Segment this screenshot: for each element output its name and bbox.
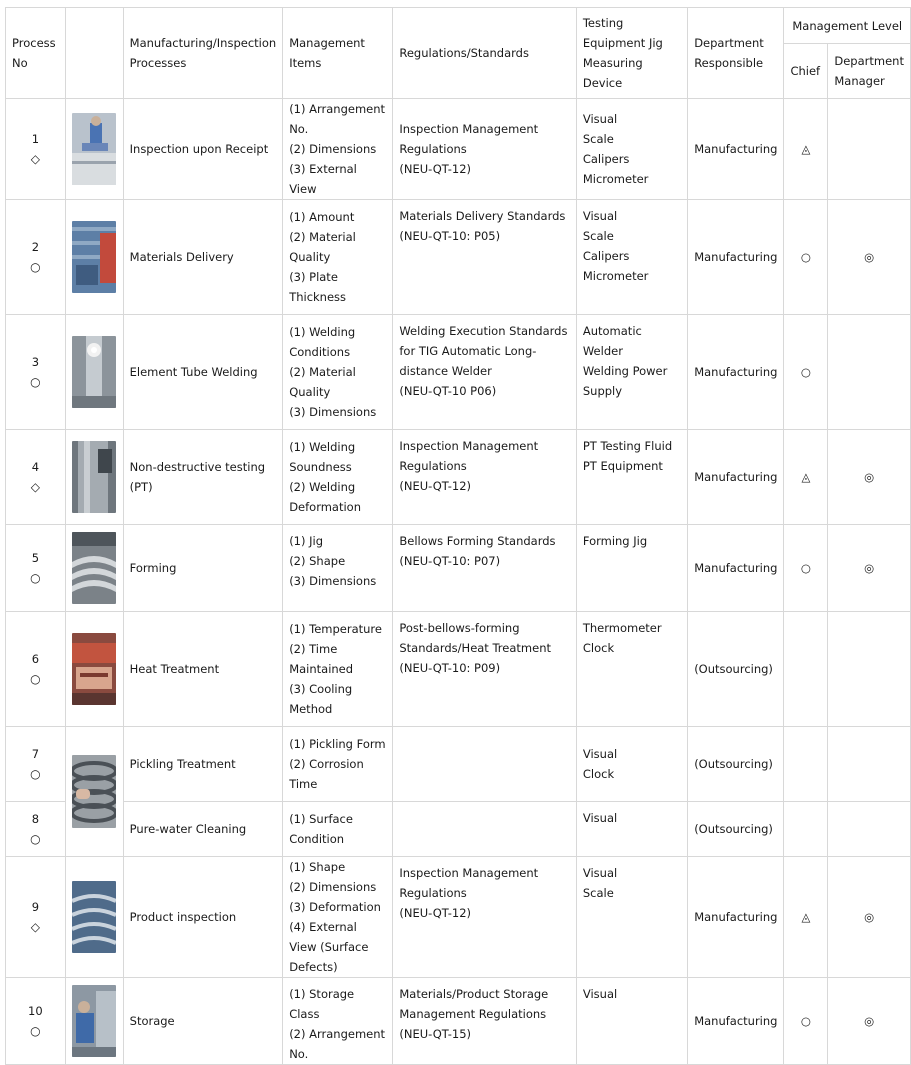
equipment: Thermometer Clock — [576, 612, 687, 727]
process-no-cell — [6, 430, 66, 525]
process-no-cell — [6, 727, 66, 802]
management-items: (1) Storage Class (2) Arrangement No. — [283, 978, 393, 1065]
heat-treatment-photo — [72, 633, 116, 705]
table-row — [6, 200, 911, 315]
management-items: (1) Temperature (2) Time Maintained (3) Cooling Method — [283, 612, 393, 727]
process-name: Element Tube Welding — [123, 315, 283, 430]
chief-level — [784, 727, 828, 802]
process-number: 9 — [31, 900, 40, 914]
manager-level — [828, 727, 911, 802]
table-row — [6, 525, 911, 612]
process-symbol: ○ — [30, 767, 41, 781]
management-items: (1) Shape (2) Dimensions (3) Deformation (4) External View (Surface Defects) — [283, 857, 393, 978]
management-items: (1) Welding Conditions (2) Material Quality (3) Dimensions — [283, 315, 393, 430]
header-chief: Chief — [784, 44, 828, 99]
equipment: Visual Scale Calipers Micrometer — [576, 99, 687, 200]
process-control-sheet — [5, 7, 911, 1065]
pickling-cleaning-photo — [72, 755, 116, 828]
process-number: 7 — [31, 747, 40, 761]
department: (Outsourcing) — [688, 612, 784, 727]
regulations — [393, 727, 577, 802]
equipment: Visual Scale Calipers Micrometer — [576, 200, 687, 315]
process-name: Non-destructive testing (PT) — [123, 430, 283, 525]
header-process-no: Process No — [6, 8, 66, 99]
materials-delivery-photo — [72, 221, 116, 293]
regulations: Inspection Management Regulations (NEU-QT-12) — [393, 99, 577, 200]
process-no-cell — [6, 200, 66, 315]
department: (Outsourcing) — [688, 802, 784, 857]
equipment: Visual — [576, 978, 687, 1065]
process-name: Heat Treatment — [123, 612, 283, 727]
process-name: Materials Delivery — [123, 200, 283, 315]
manager-level: ◎ — [828, 525, 911, 612]
pt-testing-photo — [72, 441, 116, 513]
regulations: Inspection Management Regulations (NEU-QT-12) — [393, 430, 577, 525]
process-no-cell — [6, 315, 66, 430]
equipment: Visual — [576, 802, 687, 857]
header-management-level: Management Level — [784, 8, 911, 44]
process-name: Pure-water Cleaning — [123, 802, 283, 857]
process-number: 1 — [31, 132, 40, 146]
regulations: Bellows Forming Standards (NEU-QT-10: P07) — [393, 525, 577, 612]
management-items: (1) Jig (2) Shape (3) Dimensions — [283, 525, 393, 612]
table-row — [6, 430, 911, 525]
equipment: Automatic Welder Welding Power Supply — [576, 315, 687, 430]
table-row — [6, 857, 911, 978]
process-number: 8 — [31, 812, 40, 826]
chief-level: ◬ — [784, 430, 828, 525]
department: Manufacturing — [688, 978, 784, 1065]
management-items: (1) Amount (2) Material Quality (3) Plate Thickness — [283, 200, 393, 315]
process-symbol: ○ — [30, 571, 41, 585]
table-row — [6, 802, 911, 857]
department: Manufacturing — [688, 525, 784, 612]
process-no-cell — [6, 525, 66, 612]
manager-level — [828, 612, 911, 727]
process-no-cell — [6, 99, 66, 200]
chief-level: ○ — [784, 978, 828, 1065]
header-equipment: Testing Equipment Jig Measuring Device — [576, 8, 687, 99]
chief-level — [784, 612, 828, 727]
forming-photo — [72, 532, 116, 604]
storage-photo — [72, 985, 116, 1057]
process-name: Pickling Treatment — [123, 727, 283, 802]
header-department-manager: Department Manager — [828, 44, 911, 99]
photo-cell — [65, 727, 123, 857]
header-regulations: Regulations/Standards — [393, 8, 577, 99]
regulations: Welding Execution Standards for TIG Automatic Long-distance Welder (NEU-QT-10 P06) — [393, 315, 577, 430]
photo-cell — [65, 200, 123, 315]
manager-level: ◎ — [828, 430, 911, 525]
process-name: Forming — [123, 525, 283, 612]
photo-cell — [65, 430, 123, 525]
product-inspection-photo — [72, 881, 116, 953]
manager-level: ◎ — [828, 857, 911, 978]
management-items: (1) Pickling Form (2) Corrosion Time — [283, 727, 393, 802]
manager-level — [828, 99, 911, 200]
manager-level — [828, 315, 911, 430]
process-no-cell — [6, 612, 66, 727]
process-number: 6 — [31, 652, 40, 666]
department: Manufacturing — [688, 315, 784, 430]
management-items: (1) Surface Condition — [283, 802, 393, 857]
header-processes: Manufacturing/Inspection Processes — [123, 8, 283, 99]
process-name: Product inspection — [123, 857, 283, 978]
process-symbol: ◇ — [30, 152, 40, 166]
department: Manufacturing — [688, 857, 784, 978]
header-department: Department Responsible — [688, 8, 784, 99]
photo-cell — [65, 612, 123, 727]
chief-level: ◬ — [784, 99, 828, 200]
department: Manufacturing — [688, 430, 784, 525]
process-symbol: ◇ — [30, 480, 40, 494]
header-management-items: Management Items — [283, 8, 393, 99]
process-name: Inspection upon Receipt — [123, 99, 283, 200]
table-row — [6, 727, 911, 802]
manager-level — [828, 802, 911, 857]
process-no-cell — [6, 802, 66, 857]
management-items: (1) Welding Soundness (2) Welding Deformation — [283, 430, 393, 525]
process-symbol: ○ — [30, 832, 41, 846]
chief-level: ○ — [784, 525, 828, 612]
process-number: 2 — [31, 240, 40, 254]
chief-level — [784, 802, 828, 857]
department: Manufacturing — [688, 200, 784, 315]
table-row — [6, 612, 911, 727]
table-row — [6, 99, 911, 200]
chief-level: ○ — [784, 315, 828, 430]
process-symbol: ◇ — [30, 920, 40, 934]
header-photo — [65, 8, 123, 99]
table-row — [6, 978, 911, 1065]
process-symbol: ○ — [30, 672, 41, 686]
chief-level: ○ — [784, 200, 828, 315]
equipment: PT Testing Fluid PT Equipment — [576, 430, 687, 525]
department: (Outsourcing) — [688, 727, 784, 802]
process-name: Storage — [123, 978, 283, 1065]
regulations: Materials/Product Storage Management Regulations (NEU-QT-15) — [393, 978, 577, 1065]
equipment: Visual Scale — [576, 857, 687, 978]
photo-cell — [65, 978, 123, 1065]
process-number: 3 — [31, 355, 40, 369]
process-symbol: ○ — [30, 375, 41, 389]
regulations — [393, 802, 577, 857]
chief-level: ◬ — [784, 857, 828, 978]
tube-welding-photo — [72, 336, 116, 408]
photo-cell — [65, 525, 123, 612]
process-number: 5 — [31, 551, 40, 565]
process-number: 10 — [28, 1004, 43, 1018]
receipt-inspection-photo — [72, 113, 116, 185]
manager-level: ◎ — [828, 200, 911, 315]
department: Manufacturing — [688, 99, 784, 200]
regulations: Inspection Management Regulations (NEU-QT-12) — [393, 857, 577, 978]
regulations: Post-bellows-forming Standards/Heat Treatment (NEU-QT-10: P09) — [393, 612, 577, 727]
manager-level: ◎ — [828, 978, 911, 1065]
photo-cell — [65, 857, 123, 978]
equipment: Forming Jig — [576, 525, 687, 612]
table-row — [6, 315, 911, 430]
process-no-cell — [6, 857, 66, 978]
regulations: Materials Delivery Standards (NEU-QT-10: P05) — [393, 200, 577, 315]
process-symbol: ○ — [30, 1024, 41, 1038]
process-control-table — [5, 7, 911, 1065]
process-no-cell — [6, 978, 66, 1065]
photo-cell — [65, 315, 123, 430]
equipment: Visual Clock — [576, 727, 687, 802]
photo-cell — [65, 99, 123, 200]
management-items: (1) Arrangement No. (2) Dimensions (3) External View — [283, 99, 393, 200]
process-symbol: ○ — [30, 260, 41, 274]
process-number: 4 — [31, 460, 40, 474]
